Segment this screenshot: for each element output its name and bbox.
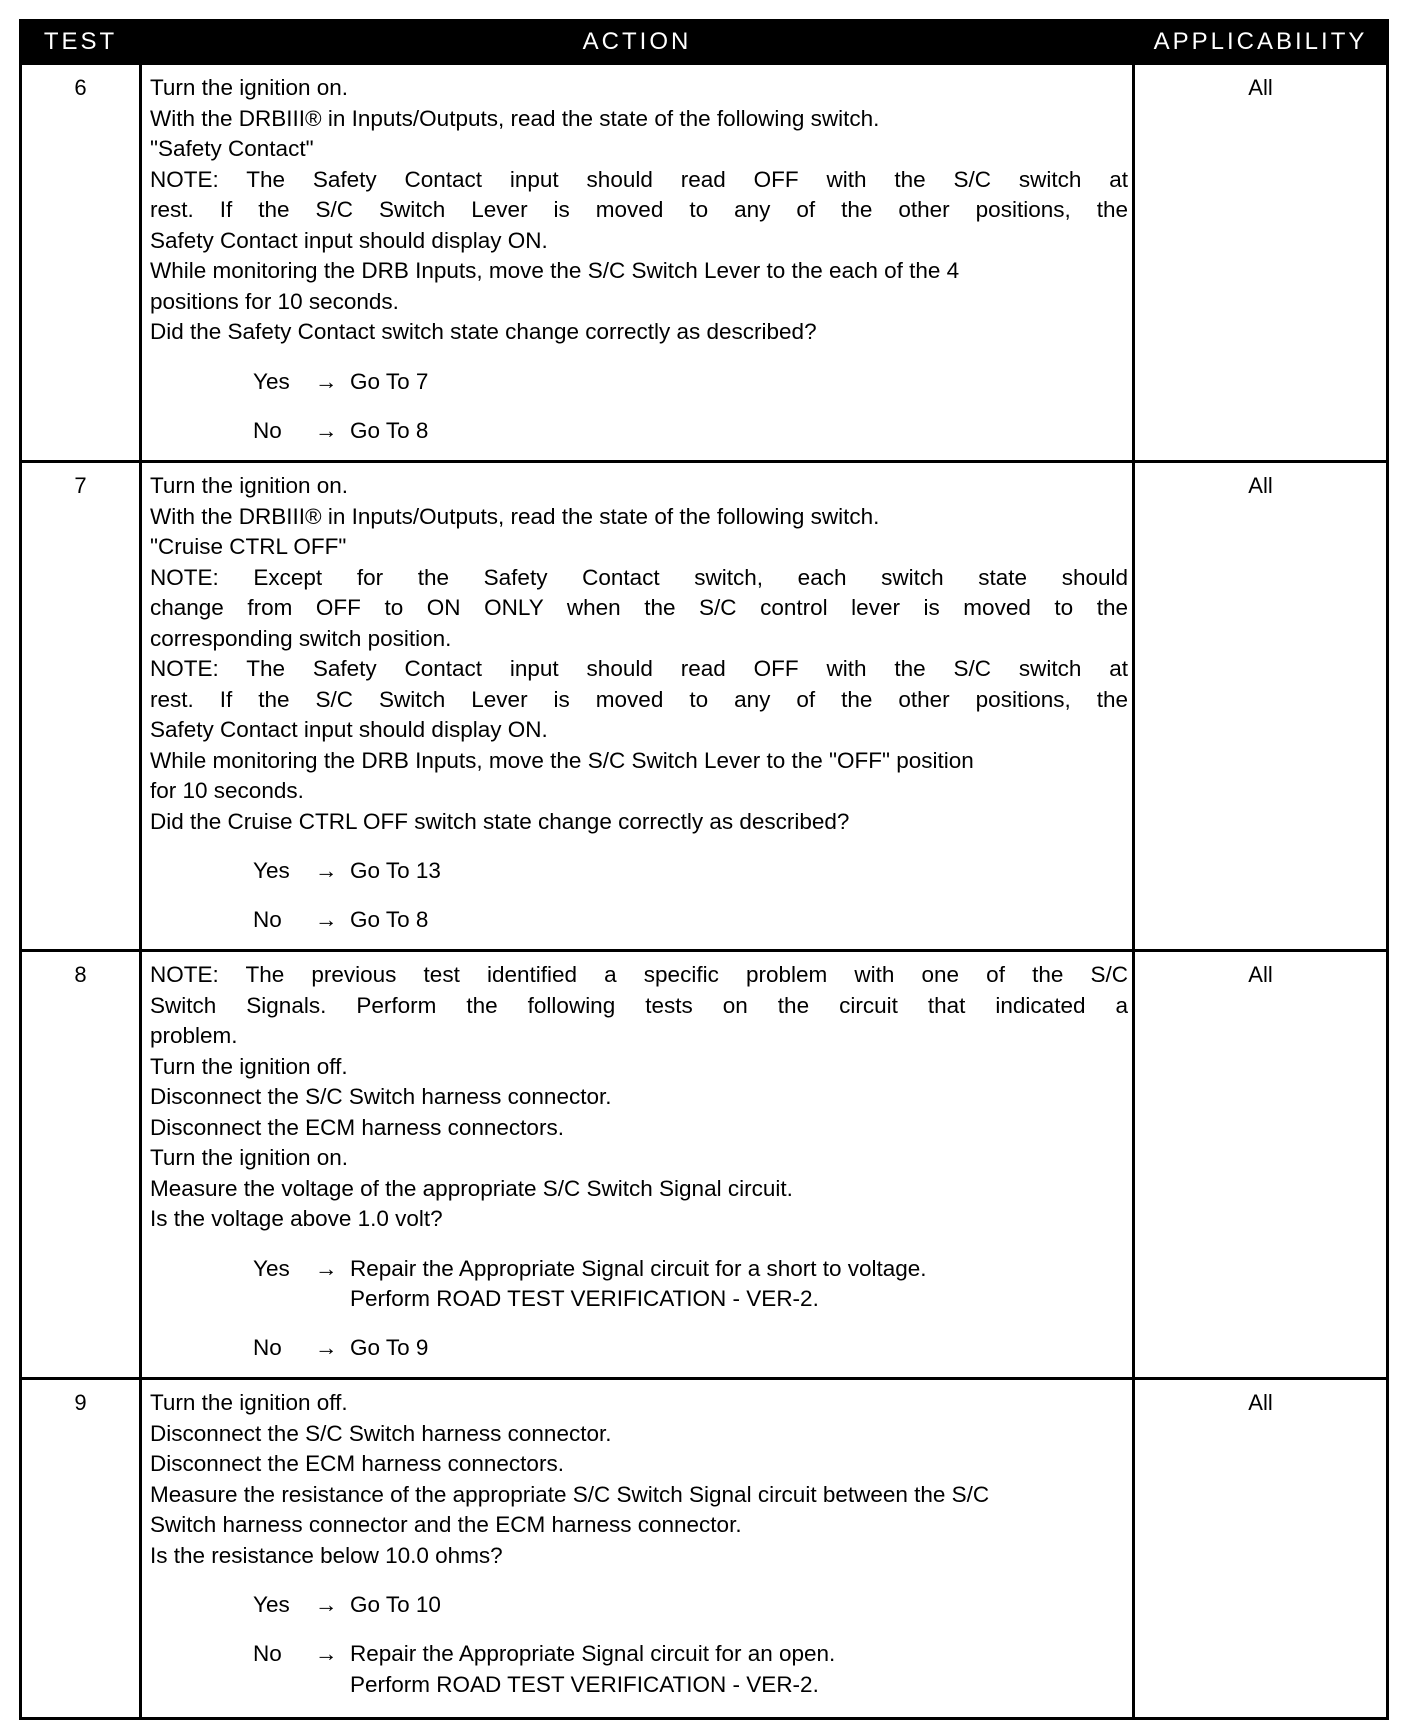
action-line: Disconnect the ECM harness connectors. [150,1114,564,1140]
action-line: Is the resistance below 10.0 ohms? [150,1542,503,1568]
action-cell [150,960,1128,1363]
test-number: 7 [74,473,87,498]
answer-label: No [253,1334,282,1360]
answer-label: No [253,417,282,443]
arrow-icon: → [315,417,338,443]
applicability-cell: All [1248,75,1273,100]
answer-result: Repair the Appropriate Signal circuit for a short to voltage. Perform ROAD TEST VERIFICATION - VER-2. [350,1255,927,1311]
applicability-cell: All [1248,1390,1273,1415]
table-header [22,22,1386,62]
answer-result: Go To 8 [350,907,429,932]
action-line: "Safety Contact" [150,136,314,161]
arrow-icon: → [315,1334,338,1360]
test-row-7 [22,460,1386,949]
action-line: Disconnect the ECM harness connectors. [150,1451,564,1476]
test-number: 6 [74,75,87,100]
action-line: Disconnect the S/C Switch harness connector. [150,1420,612,1446]
arrow-icon: → [315,368,338,394]
action-line: positions for 10 seconds. [150,288,399,314]
action-line: Turn the ignition on. [150,473,349,498]
answer-no [150,1639,1128,1699]
answer-result: Go To 9 [350,1334,429,1360]
answer-result: Go To 13 [350,858,441,883]
answer-yes [150,1254,1128,1314]
action-line: NOTE: The Safety Contact input should read OFF with the S/C switch at [150,656,1128,681]
answer-label: No [253,907,282,932]
answer-result: Repair the Appropriate Signal circuit for an open. Perform ROAD TEST VERIFICATION - VER-2. [350,1641,836,1697]
answer-result: Go To 8 [350,417,429,443]
action-line: corresponding switch position. [150,625,452,651]
action-cell [150,471,1128,935]
action-line: Turn the ignition on. [150,75,349,100]
action-line: Safety Contact input should display ON. [150,227,548,253]
action-cell [150,73,1128,446]
action-line: While monitoring the DRB Inputs, move the S/C Switch Lever to the "OFF" position [150,747,974,773]
action-cell [150,1388,1128,1699]
action-line: While monitoring the DRB Inputs, move the S/C Switch Lever to the each of the 4 [150,258,960,283]
answer-yes [150,856,1128,886]
answer-no [150,1333,1128,1363]
action-line: rest. If the S/C Switch Lever is moved to any of the other positions, the [150,197,1128,222]
applicability-cell: All [1248,473,1273,498]
action-line: Measure the resistance of the appropriate S/C Switch Signal circuit between the S/C [150,1481,990,1507]
arrow-icon: → [315,1641,338,1666]
test-row-6 [22,62,1386,460]
action-line: Safety Contact input should display ON. [150,717,548,742]
arrow-icon: → [315,1255,338,1281]
header-action: ACTION [582,28,692,55]
action-line: NOTE: The previous test identified a specific problem with one of the S/C [150,962,1128,987]
answer-no [150,416,1128,446]
column-divider [139,62,142,1717]
answer-label: Yes [253,858,290,883]
action-line: Turn the ignition off. [150,1390,348,1415]
answer-label: No [253,1641,282,1666]
action-line: Turn the ignition off. [150,1053,348,1079]
arrow-icon: → [315,858,338,883]
action-line: Switch harness connector and the ECM harness connector. [150,1512,742,1537]
answer-yes [150,367,1128,397]
test-number: 8 [74,962,87,987]
test-number: 9 [74,1390,87,1415]
action-line: change from OFF to ON ONLY when the S/C control lever is moved to the [150,595,1128,620]
header-test: TEST [43,28,118,55]
answer-no [150,905,1128,935]
action-line: Disconnect the S/C Switch harness connector. [150,1084,612,1109]
answer-result: Go To 7 [350,368,429,394]
arrow-icon: → [315,1592,338,1617]
answer-yes [150,1590,1128,1620]
action-line: With the DRBIII® in Inputs/Outputs, read the state of the following switch. [150,503,880,529]
action-line: for 10 seconds. [150,778,304,803]
test-row-9 [22,1377,1386,1717]
applicability-cell: All [1248,962,1273,987]
answer-result: Go To 10 [350,1592,441,1617]
action-line: problem. [150,1023,238,1048]
action-line: Did the Safety Contact switch state change correctly as described? [150,319,817,344]
action-line: NOTE: The Safety Contact input should read OFF with the S/C switch at [150,166,1128,192]
header-applicability: APPLICABILITY [1153,28,1368,55]
answer-label: Yes [253,368,290,394]
test-row-8 [22,949,1386,1377]
action-line: "Cruise CTRL OFF" [150,534,347,559]
arrow-icon: → [315,907,338,932]
action-line: Measure the voltage of the appropriate S/C Switch Signal circuit. [150,1175,793,1201]
column-divider [1132,62,1135,1717]
answer-label: Yes [253,1592,290,1617]
action-line: Is the voltage above 1.0 volt? [150,1206,443,1231]
action-line: NOTE: Except for the Safety Contact switch, each switch state should [150,564,1128,590]
diagnostic-test-table [19,19,1389,1720]
action-line: Turn the ignition on. [150,1145,349,1170]
action-line: Switch Signals. Perform the following tests on the circuit that indicated a [150,992,1128,1018]
action-line: With the DRBIII® in Inputs/Outputs, read the state of the following switch. [150,105,880,131]
action-line: Did the Cruise CTRL OFF switch state change correctly as described? [150,808,850,834]
answer-label: Yes [253,1255,290,1281]
action-line: rest. If the S/C Switch Lever is moved to any of the other positions, the [150,686,1128,712]
